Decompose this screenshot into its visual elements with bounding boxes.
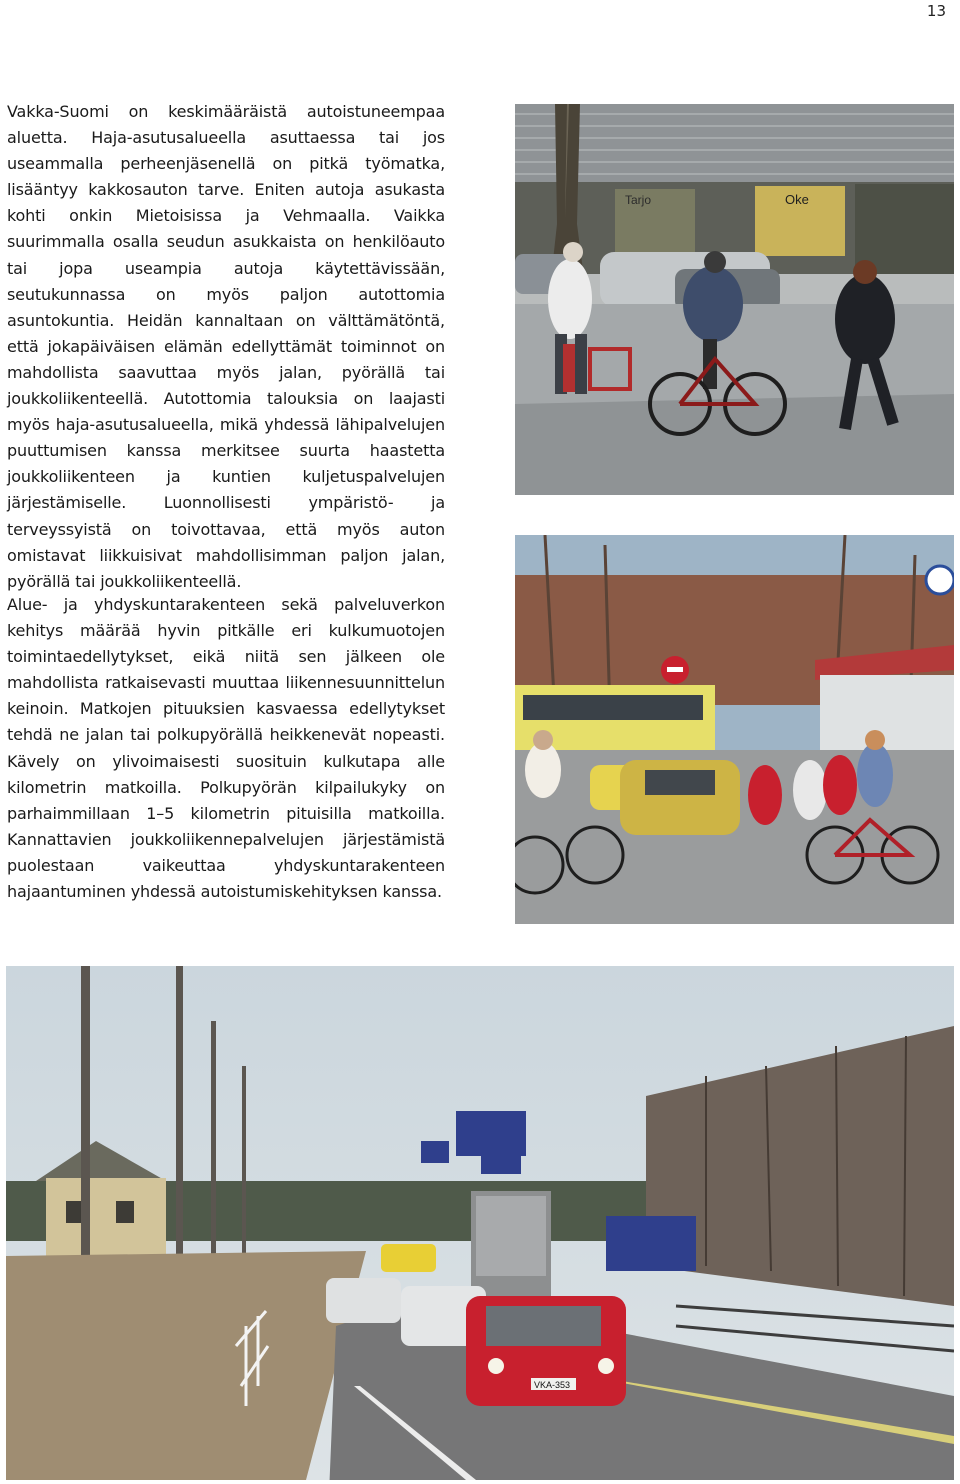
street-scene-photo: [515, 104, 954, 495]
page-number: 13: [926, 2, 946, 20]
shop-sign: Tarjo: [625, 193, 652, 207]
road-scene-photo: [6, 966, 954, 1480]
body-paragraph: Vakka-Suomi on keskimääräistä autoistuneempaa aluetta. Haja-asutusalueella asuttaessa tai jos useammalla perheenjäsenellä on pitkä työmatka, lisääntyy kakkosauton tarve. Eniten autoja asukasta kohti onkin Mietoisissa ja Vehmaalla. Vaikka suurimmalla osalla seudun asukkaista on henkilöauto tai jopa useampia autoja käytettävissään, seutukunnassa on myös paljon autottomia asuntokuntia. Heidän kannaltaan on välttämätöntä, että jokapäiväisen elämän edellyttämät toiminnot on mahdollista saavuttaa myös jalan, pyörällä tai joukkoliikenteellä. Autottomia talouksia on laajasti myös haja-asutusalueella, mikä yhdessä lähipalvelujen puuttumisen kanssa merkitsee suurta haastetta joukkoliikenteen ja kuntien kuljetuspalvelujen järjestämiselle. Luonnollisesti ympäristö- ja terveyssyistä on toivottavaa, että myös auton omistavat liikkuisivat mahdollisimman paljon jalan, pyörällä tai joukkoliikenteellä.: [7, 102, 445, 591]
crossing-scene-photo: [515, 535, 954, 924]
license-plate: VKA-353: [534, 1380, 571, 1390]
shop-sign: Oke: [785, 192, 809, 207]
body-paragraph: Alue- ja yhdyskuntarakenteen sekä palveluverkon kehitys määrää hyvin pitkälle eri kulkumuotojen toimintaedellytykset, eikä niitä sen jälkeen ole mahdollista ratkaisevasti muuttaa liikennesuunnittelun keinoin. Matkojen pituuksien kasvaessa edellytykset tehdä ne jalan tai polkupyörällä heikkenevät nopeasti. Kävely on ylivoimaisesti suosituin kulkutapa alle kilometrin matkoilla. Polkupyörän kilpailukyky on parhaimmillaan 1–5 kilometrin pituisilla matkoilla. Kannattavien joukkoliikennepalvelujen järjestämistä puolestaan vaikeuttaa yhdyskuntarakenteen hajaantuminen yhdessä autoistumiskehityksen kanssa.: [7, 595, 445, 902]
